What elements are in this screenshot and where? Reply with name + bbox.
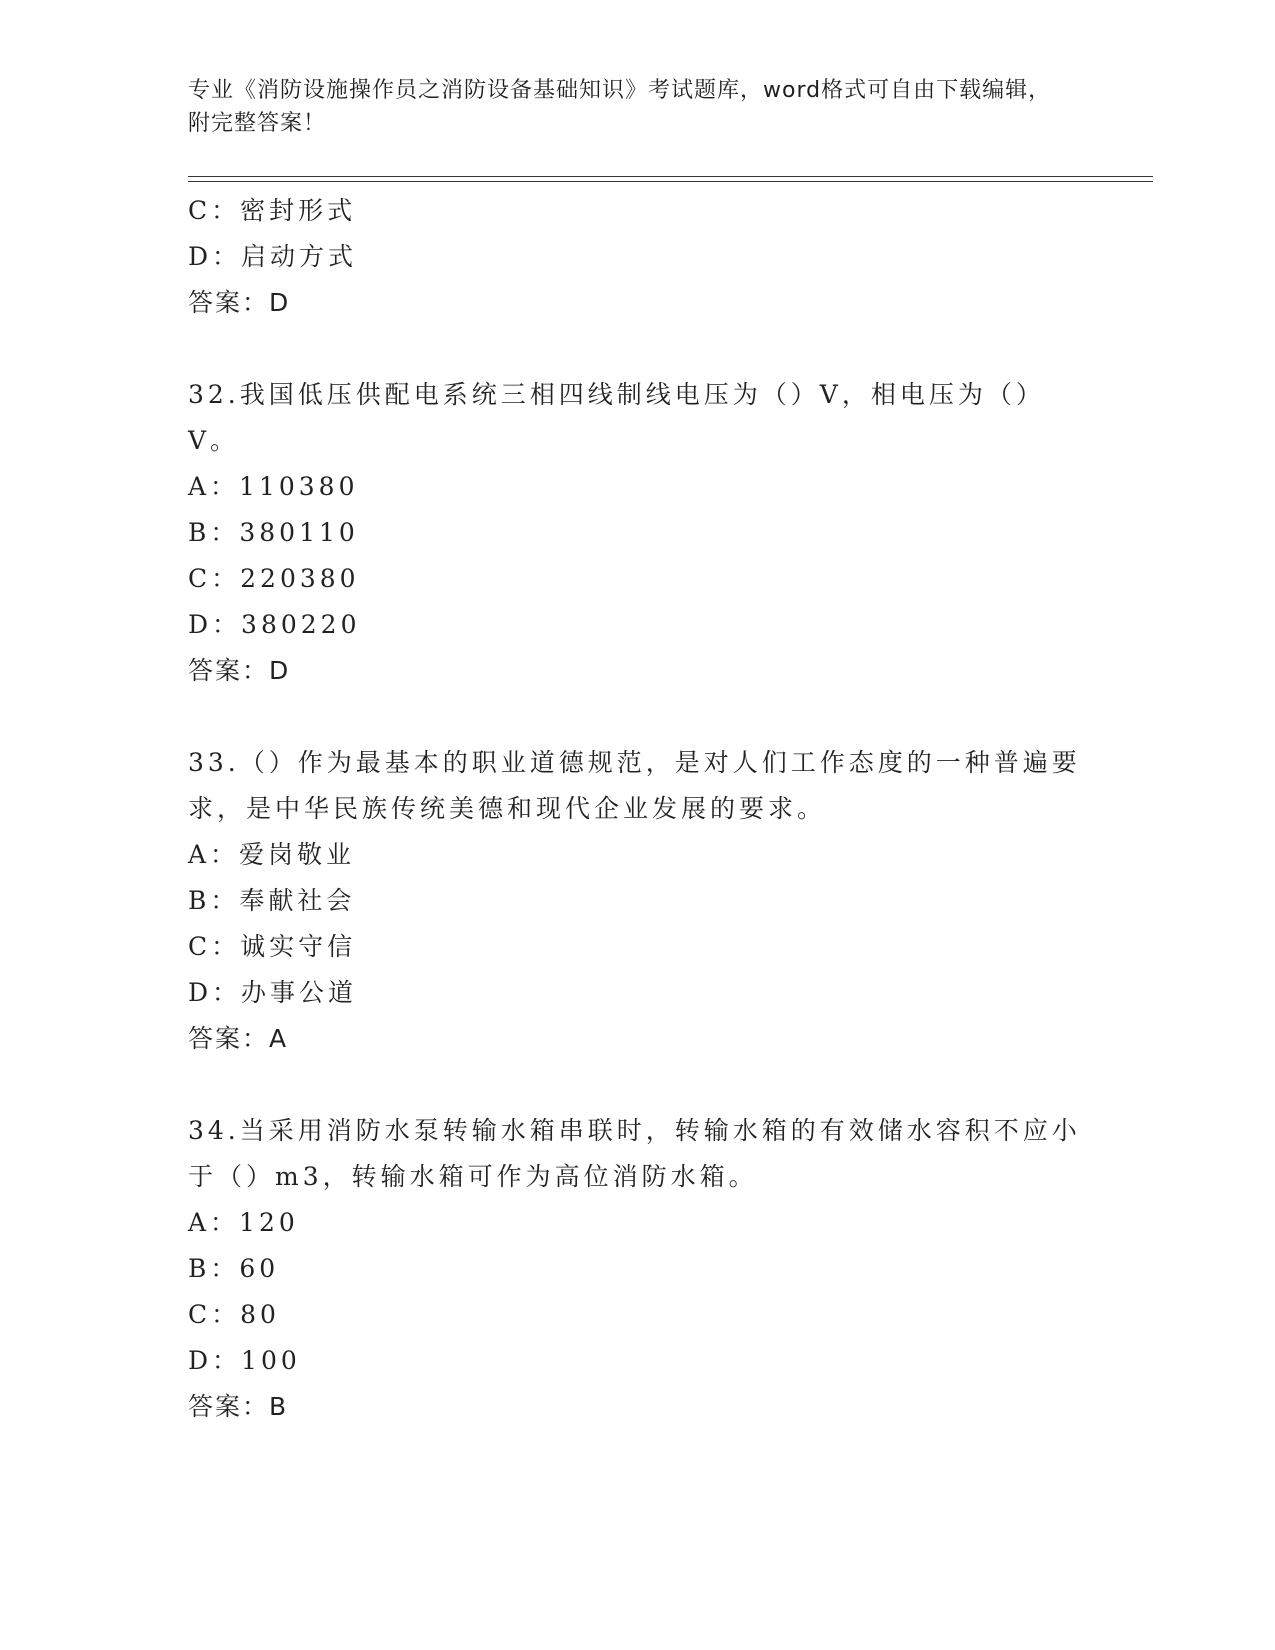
question-block-33 [188, 740, 1088, 1062]
option-d: D：100 [188, 1346, 301, 1375]
option-a: A：爱岗敬业 [188, 840, 356, 869]
header-divider-top [188, 176, 1153, 177]
question-spacer [188, 1062, 1088, 1108]
option-d: D：办事公道 [188, 978, 358, 1007]
answer-line: 答案：D [188, 656, 291, 685]
question-block-34 [188, 1108, 1088, 1430]
question-stem: 33.（）作为最基本的职业道德规范，是对人们工作态度的一种普遍要求，是中华民族传统美德和现代企业发展的要求。 [188, 748, 1081, 823]
option-c: C：220380 [188, 564, 360, 593]
answer-line: 答案：A [188, 1024, 289, 1053]
question-stem: 34.当采用消防水泵转输水箱串联时，转输水箱的有效储水容积不应小于（）m3，转输水箱可作为高位消防水箱。 [188, 1116, 1081, 1191]
option-d: D：启动方式 [188, 242, 358, 271]
answer-line: 答案：D [188, 288, 291, 317]
option-a: A：120 [188, 1208, 299, 1237]
option-b: B：奉献社会 [188, 886, 356, 915]
question-block-31 [188, 188, 1088, 326]
option-b: B：380110 [188, 518, 359, 547]
question-block-32 [188, 372, 1088, 694]
option-c: C：80 [188, 1300, 280, 1329]
question-spacer [188, 694, 1088, 740]
header-divider-bottom [188, 181, 1153, 182]
option-c: C：诚实守信 [188, 932, 357, 961]
option-a: A：110380 [188, 472, 359, 501]
question-stem: 32.我国低压供配电系统三相四线制线电压为（）V，相电压为（）V。 [188, 380, 1045, 455]
question-spacer [188, 326, 1088, 372]
answer-line: 答案：B [188, 1392, 289, 1421]
option-b: B：60 [188, 1254, 280, 1283]
option-d: D：380220 [188, 610, 361, 639]
option-c: C：密封形式 [188, 196, 357, 225]
question-list [188, 188, 1088, 1430]
document-header-title: 专业《消防设施操作员之消防设备基础知识》考试题库，word格式可自由下载编辑，附完整答案！ [188, 78, 1052, 136]
